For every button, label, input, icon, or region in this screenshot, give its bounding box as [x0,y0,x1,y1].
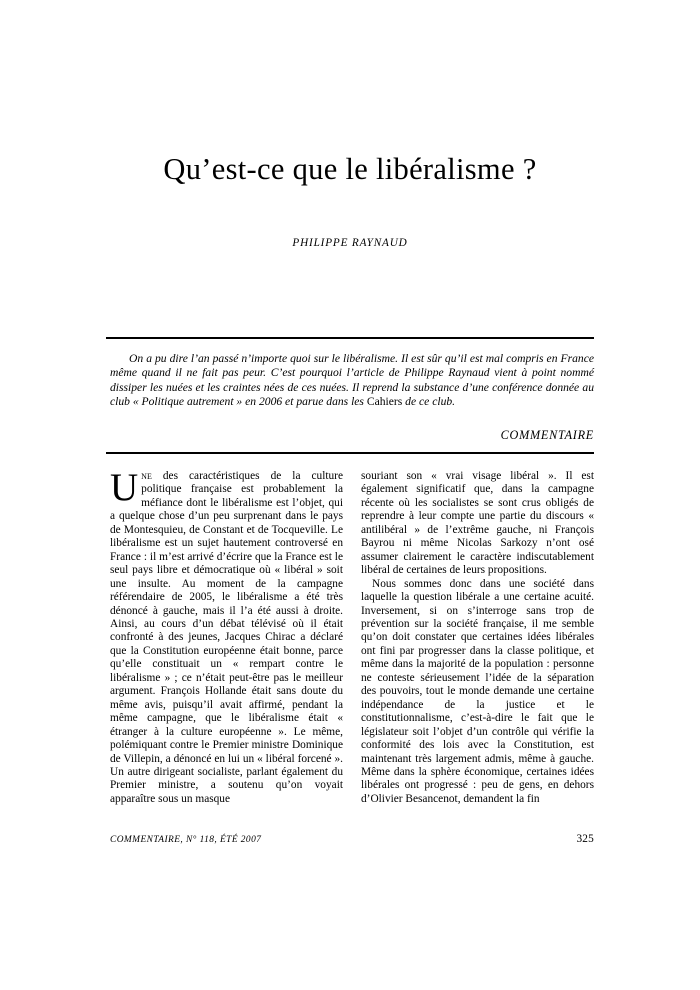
page-title: Qu’est-ce que le libéralisme ? [163,152,537,186]
footer-page-number: 325 [576,833,594,845]
paragraph-continuation: souriant son « vrai visage libéral ». Il est également significatif que, dans la campagne récente où les socialistes se sont crus obligés de reprendre à leur compte une partie du discours « antilibéral » de l’extrême gauche, ni François Bayrou ni même Nicolas Sarkozy n’ont osé assumer clairement le caractère indiscutablement libéral de certaines de leurs propositions. [361,470,594,577]
body-columns [110,466,594,818]
abstract-roman-term: Cahiers [366,395,403,409]
column-right [361,470,594,818]
paragraph-opening [110,466,343,806]
footer-source: COMMENTAIRE, N° 118, ÉTÉ 2007 [110,835,262,845]
title-block [0,152,700,187]
author-byline: PHILIPPE RAYNAUD [292,237,408,249]
abstract-part-two: de ce club. [402,395,456,409]
page-footer [110,833,594,845]
column-left [110,466,343,818]
abstract-attribution: COMMENTAIRE [500,428,594,442]
abstract-text [110,352,594,410]
paragraph-two: Nous sommes donc dans une société dans laquelle la question libérale a une certaine acuité. Inversement, si on s’interroge sans trop de prévention sur la société française, il me semble qu’on doit constater que certaines idées libérales ont fini par progresser dans la classe politique, et même dans la majorité de la population : personne ne conteste sérieusement l’idée de la séparation des pouvoirs, tout le monde demande une certaine indépendance de la justice et le constitutionnalisme, c’est-à-dire le fait que le législateur soit l’objet d’un contrôle qui vérifie la conformité des lois avec la Constitution, est maintenant très largement admis, même à gauche. Même dans la sphère économique, certaines idées libérales ont progressé : peu de gens, en dehors d’Olivier Besancenot, demandent la fin [361,577,594,805]
abstract-rule-bottom [106,452,594,454]
drop-cap: U [110,466,139,509]
small-caps-run: ne [141,470,152,482]
abstract-rule-top [106,337,594,339]
paragraph-body: des caractéristiques de la culture politique française est probablement la méfiance dont le libéralisme est l’objet, qui a quelque chose d’un peu surprenant dans le pays de Montesquieu, de Constant et de Tocqueville. Le libéralisme est un sujet hautement controversé en France : il m’est arrivé d’écrire que la France est le seul pays libre et démocratique où « libéral » soit une insulte. Au moment de la campagne référendaire de 2005, le libéralisme a été très dénoncé à gauche, mais il l’a été aussi à droite. Ainsi, au cours d’un débat télévisé où il était confronté à des jeunes, Jacques Chirac a déclaré que la Constitution européenne était bonne, parce qu’elle constituait un « rempart contre le libéralisme » ; ce n’était peut-être pas le meilleur argument. François Hollande était sans doute du même avis, puisqu’il avait affirmé, pendant la même campagne, que le libéralisme était « étranger à la culture européenne ». Le même, polémiquant contre le Premier ministre Dominique de Villepin, a dénoncé en lui un « libéral forcené ». Un autre dirigeant socialiste, parlant également du Premier ministre, a soutenu qu’on voyait apparaître sous un masque [110,470,343,805]
abstract-part-one: On a pu dire l’an passé n’importe quoi sur le libéralisme. Il est sûr qu’il est mal compris en France même quand il ne fait pas peur. C’est pourquoi l’article de Philippe Raynaud vient à point nommé dissiper les nuées et les craintes nées de ces nuées. Il reprend la substance d’une conférence donnée au club « Politique autrement » en 2006 et parue dans les [110,352,594,409]
